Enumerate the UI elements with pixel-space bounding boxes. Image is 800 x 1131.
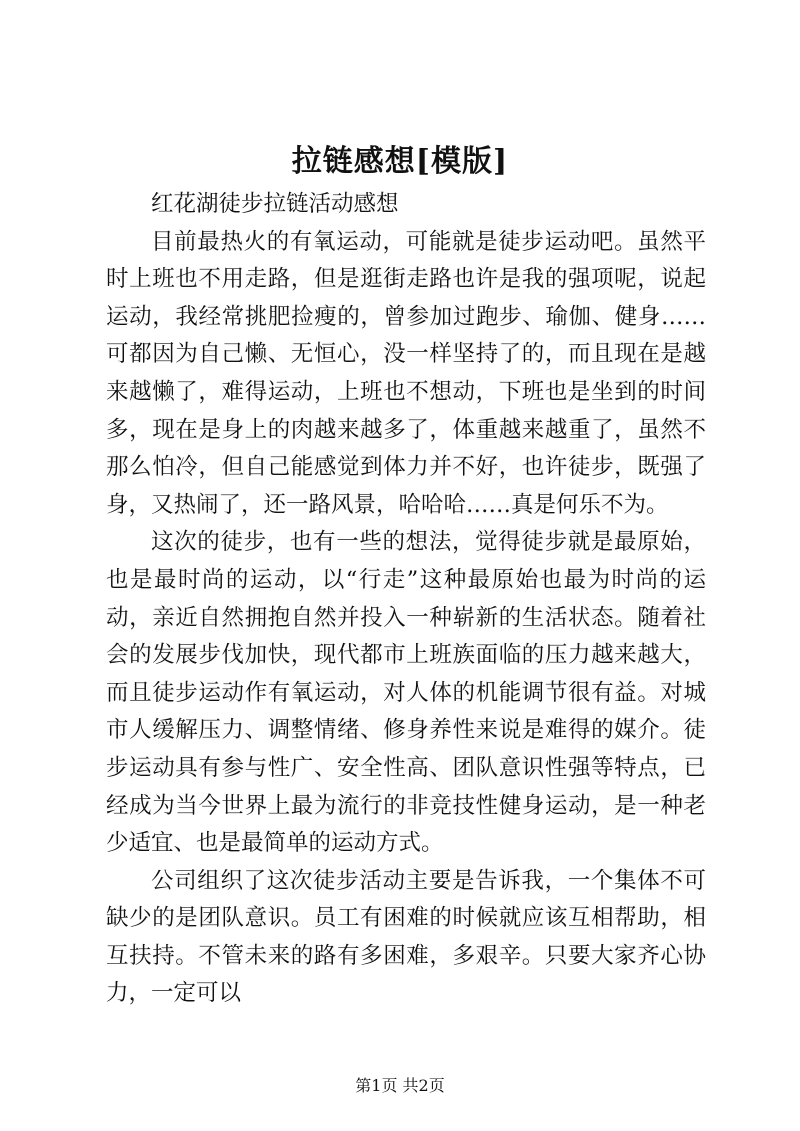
page-indicator: 第1页 共2页 [355, 1076, 445, 1095]
paragraph-1: 目前最热火的有氧运动，可能就是徒步运动吧。虽然平时上班也不用走路，但是逛街走路也许是我的强项呢，说起运动，我经常挑肥捡瘦的，曾参加过跑步、瑜伽、健身……可都因为自己懒、无恒心，没一样坚持了的，而且现在是越来越懒了，难得运动，上班也不想动，下班也是坐到的时间多，现在是身上的肉越来越多了，体重越来越重了，虽然不那么怕冷，但自己能感觉到体力并不好，也许徒步，既强了身，又热闹了，还一路风景，哈哈哈……真是何乐不为。 [106, 228, 706, 518]
paragraph-3: 公司组织了这次徒步活动主要是告诉我，一个集体不可缺少的是团队意识。员工有困难的时候就应该互相帮助，相互扶持。不管未来的路有多困难，多艰辛。只要大家齐心协力，一定可以 [106, 867, 706, 1007]
document-body [106, 186, 706, 1013]
paragraph-2: 这次的徒步，也有一些的想法，觉得徒步就是最原始，也是最时尚的运动，以“行走”这种最原始也最为时尚的运动，亲近自然拥抱自然并投入一种崭新的生活状态。随着社会的发展步伐加快，现代都市上班族面临的压力越来越大，而且徒步运动作有氧运动，对人体的机能调节很有益。对城市人缓解压力、调整情绪、修身养性来说是难得的媒介。徒步运动具有参与性广、安全性高、团队意识性强等特点，已经成为当今世界上最为流行的非竞技性健身运动，是一种老少适宜、也是最简单的运动方式。 [106, 529, 706, 857]
document-title: 拉链感想[模版] [291, 144, 509, 179]
document-subtitle: 红花湖徒步拉链活动感想 [151, 191, 399, 217]
